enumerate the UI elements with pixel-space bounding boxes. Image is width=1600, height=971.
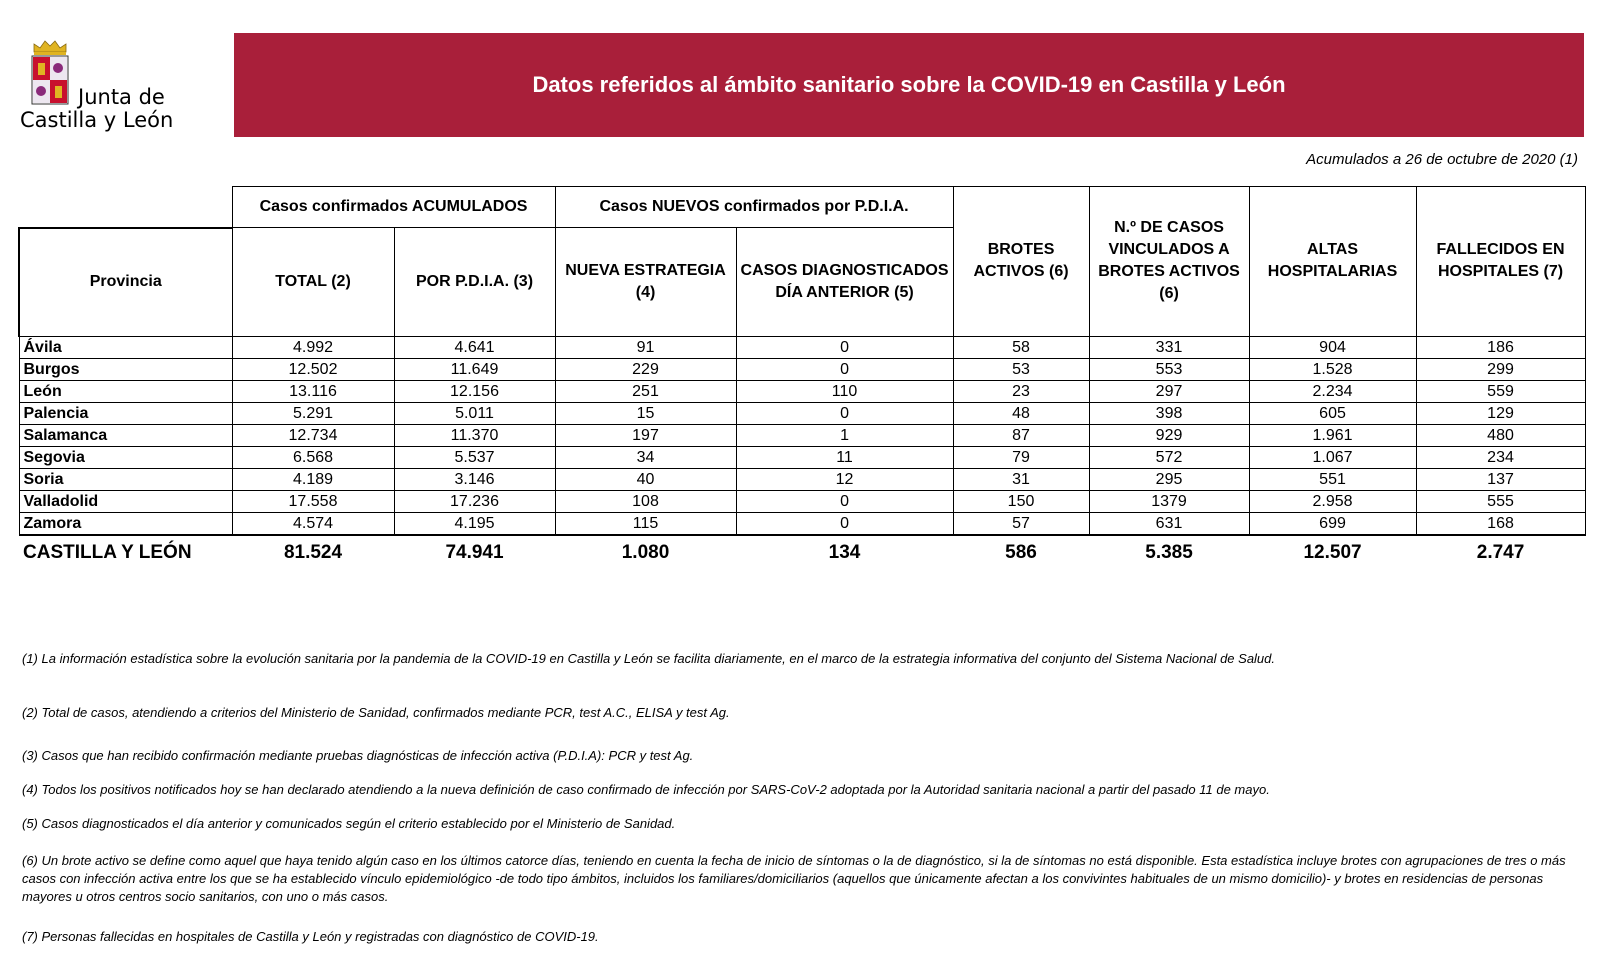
accumulated-date-note: Acumulados a 26 de octubre de 2020 (1) xyxy=(1306,151,1578,168)
value-cell: 1.067 xyxy=(1249,446,1416,468)
value-cell: 229 xyxy=(555,358,736,380)
value-cell: 1.528 xyxy=(1249,358,1416,380)
total-value-cell: 12.507 xyxy=(1303,541,1362,563)
value-cell: 48 xyxy=(953,402,1089,424)
value-cell: 91 xyxy=(555,336,736,358)
title-banner xyxy=(234,33,1584,137)
value-cell: 87 xyxy=(953,424,1089,446)
province-cell: Salamanca xyxy=(19,424,232,446)
value-cell: 4.189 xyxy=(232,468,394,490)
total-value-cell: 5.385 xyxy=(1145,541,1193,563)
value-cell: 297 xyxy=(1089,380,1249,402)
value-cell: 398 xyxy=(1089,402,1249,424)
province-cell: Burgos xyxy=(19,358,232,380)
value-cell: 0 xyxy=(736,358,953,380)
footnote-1: (1) La información estadística sobre la evolución sanitaria por la pandemia de la COVID-19 en Castilla y León se facilita diariamente, en el marco de la estrategia informativa del conjunto del Sistema Nacional de Salud. xyxy=(22,651,1276,666)
value-cell: 17.558 xyxy=(232,490,394,512)
value-cell: 2.958 xyxy=(1249,490,1416,512)
col-header-por-pdia: POR P.D.I.A. (3) xyxy=(394,228,555,337)
value-cell: 40 xyxy=(555,468,736,490)
value-cell: 480 xyxy=(1416,424,1585,446)
col-header-casos-dia-anterior: CASOS DIAGNOSTICADOS DÍA ANTERIOR (5) xyxy=(736,228,953,337)
total-value-cell: 134 xyxy=(828,541,861,563)
value-cell: 23 xyxy=(953,380,1089,402)
value-cell: 31 xyxy=(953,468,1089,490)
value-cell: 11.649 xyxy=(394,358,555,380)
footnote-7: (7) Personas fallecidas en hospitales de Castilla y León y registradas con diagnóstico de COVID-19. xyxy=(22,929,599,944)
value-cell: 57 xyxy=(953,512,1089,535)
value-cell: 15 xyxy=(555,402,736,424)
value-cell: 4.574 xyxy=(232,512,394,535)
value-cell: 5.291 xyxy=(232,402,394,424)
value-cell: 572 xyxy=(1089,446,1249,468)
table-row xyxy=(19,358,1585,380)
province-cell: Valladolid xyxy=(19,490,232,512)
total-value-cell: 1.080 xyxy=(621,541,670,563)
value-cell: 13.116 xyxy=(232,380,394,402)
value-cell: 299 xyxy=(1416,358,1585,380)
value-cell: 295 xyxy=(1089,468,1249,490)
value-cell: 34 xyxy=(555,446,736,468)
table-row xyxy=(19,490,1585,512)
value-cell: 555 xyxy=(1416,490,1585,512)
table-row xyxy=(19,336,1585,358)
table-body xyxy=(19,336,1585,535)
value-cell: 12.502 xyxy=(232,358,394,380)
table-row xyxy=(19,446,1585,468)
col-header-provincia: Provincia xyxy=(19,228,232,337)
value-cell: 904 xyxy=(1249,336,1416,358)
value-cell: 115 xyxy=(555,512,736,535)
blank-corner xyxy=(19,187,232,228)
value-cell: 58 xyxy=(953,336,1089,358)
value-cell: 11 xyxy=(736,446,953,468)
value-cell: 186 xyxy=(1416,336,1585,358)
value-cell: 6.568 xyxy=(232,446,394,468)
value-cell: 559 xyxy=(1416,380,1585,402)
value-cell: 168 xyxy=(1416,512,1585,535)
total-value-cell: 586 xyxy=(1005,541,1037,563)
value-cell: 3.146 xyxy=(394,468,555,490)
value-cell: 1 xyxy=(736,424,953,446)
value-cell: 197 xyxy=(555,424,736,446)
value-cell: 929 xyxy=(1089,424,1249,446)
value-cell: 17.236 xyxy=(394,490,555,512)
footnote-6: (6) Un brote activo se define como aquel que haya tenido algún caso en los últimos catorce días, teniendo en cuenta la fecha de inicio de síntomas o la de diagnóstico, si la de síntomas no está disponible. Esta estadística incluye brotes con agrupaciones de tres o más casos con infección activa entre los que se ha establecido vínculo epidemiológico -de todo tipo ámbitos, incluidos los familiares/domiciliarios (aquellos que únicamente afectan a los convivintes habituales de un mismo domicilio)- y brotes en residencias de personas mayores u otros centros socio sanitarios, con uno o más casos. xyxy=(22,853,1566,904)
value-cell: 5.011 xyxy=(394,402,555,424)
province-cell: León xyxy=(19,380,232,402)
col-header-altas: ALTAS HOSPITALARIAS xyxy=(1249,187,1416,337)
value-cell: 605 xyxy=(1249,402,1416,424)
value-cell: 137 xyxy=(1416,468,1585,490)
value-cell: 12.734 xyxy=(232,424,394,446)
province-cell: Soria xyxy=(19,468,232,490)
value-cell: 551 xyxy=(1249,468,1416,490)
logo-line-2: Castilla y León xyxy=(20,108,174,132)
value-cell: 108 xyxy=(555,490,736,512)
province-cell: Palencia xyxy=(19,402,232,424)
total-value-cell: 81.524 xyxy=(283,541,343,563)
value-cell: 110 xyxy=(736,380,953,402)
logo-line-1: Junta de xyxy=(78,85,165,109)
col-header-nueva-estrategia: NUEVA ESTRATEGIA (4) xyxy=(555,228,736,337)
value-cell: 331 xyxy=(1089,336,1249,358)
banner-title: Datos referidos al ámbito sanitario sobre la COVID-19 en Castilla y León xyxy=(532,72,1286,97)
group-header-acumulados: Casos confirmados ACUMULADOS xyxy=(232,187,555,228)
footnote-3: (3) Casos que han recibido confirmación mediante pruebas diagnósticas de infección activa (P.D.I.A): PCR y test Ag. xyxy=(22,748,694,763)
group-header-nuevos: Casos NUEVOS confirmados por P.D.I.A. xyxy=(555,187,953,228)
footnote-5: (5) Casos diagnosticados el día anterior y comunicados según el criterio establecido por el Ministerio de Sanidad. xyxy=(22,816,676,831)
total-label-cell: CASTILLA Y LEÓN xyxy=(23,541,192,563)
value-cell: 0 xyxy=(736,336,953,358)
total-value-cell: 74.941 xyxy=(445,541,504,563)
total-value-cell: 2.747 xyxy=(1476,541,1525,563)
table-row xyxy=(19,380,1585,402)
value-cell: 129 xyxy=(1416,402,1585,424)
table-row xyxy=(19,424,1585,446)
value-cell: 12 xyxy=(736,468,953,490)
value-cell: 4.195 xyxy=(394,512,555,535)
value-cell: 0 xyxy=(736,490,953,512)
col-header-brotes: BROTES ACTIVOS (6) xyxy=(953,187,1089,337)
table-row xyxy=(19,402,1585,424)
value-cell: 79 xyxy=(953,446,1089,468)
value-cell: 553 xyxy=(1089,358,1249,380)
covid-data-table xyxy=(18,186,1586,570)
value-cell: 234 xyxy=(1416,446,1585,468)
value-cell: 11.370 xyxy=(394,424,555,446)
value-cell: 0 xyxy=(736,402,953,424)
value-cell: 12.156 xyxy=(394,380,555,402)
value-cell: 1379 xyxy=(1089,490,1249,512)
value-cell: 5.537 xyxy=(394,446,555,468)
value-cell: 251 xyxy=(555,380,736,402)
value-cell: 0 xyxy=(736,512,953,535)
value-cell: 699 xyxy=(1249,512,1416,535)
total-row xyxy=(19,535,1585,570)
value-cell: 4.992 xyxy=(232,336,394,358)
value-cell: 631 xyxy=(1089,512,1249,535)
col-header-total: TOTAL (2) xyxy=(232,228,394,337)
col-header-fallecidos: FALLECIDOS EN HOSPITALES (7) xyxy=(1416,187,1585,337)
province-cell: Segovia xyxy=(19,446,232,468)
province-cell: Zamora xyxy=(19,512,232,535)
value-cell: 4.641 xyxy=(394,336,555,358)
value-cell: 53 xyxy=(953,358,1089,380)
table-row xyxy=(19,512,1585,535)
junta-logo xyxy=(18,38,218,138)
province-cell: Ávila xyxy=(19,336,232,358)
col-header-vinculados: N.º DE CASOS VINCULADOS A BROTES ACTIVOS (6) xyxy=(1089,187,1249,337)
value-cell: 150 xyxy=(953,490,1089,512)
footnote-4: (4) Todos los positivos notificados hoy se han declarado atendiendo a la nueva definición de caso confirmado de infección por SARS-CoV-2 adoptada por la Autoridad sanitaria nacional a partir del pasado 11 de mayo. xyxy=(22,782,1270,797)
value-cell: 2.234 xyxy=(1249,380,1416,402)
table-row xyxy=(19,468,1585,490)
footnote-2: (2) Total de casos, atendiendo a criterios del Ministerio de Sanidad, confirmados mediante PCR, test A.C., ELISA y test Ag. xyxy=(22,705,730,720)
value-cell: 1.961 xyxy=(1249,424,1416,446)
